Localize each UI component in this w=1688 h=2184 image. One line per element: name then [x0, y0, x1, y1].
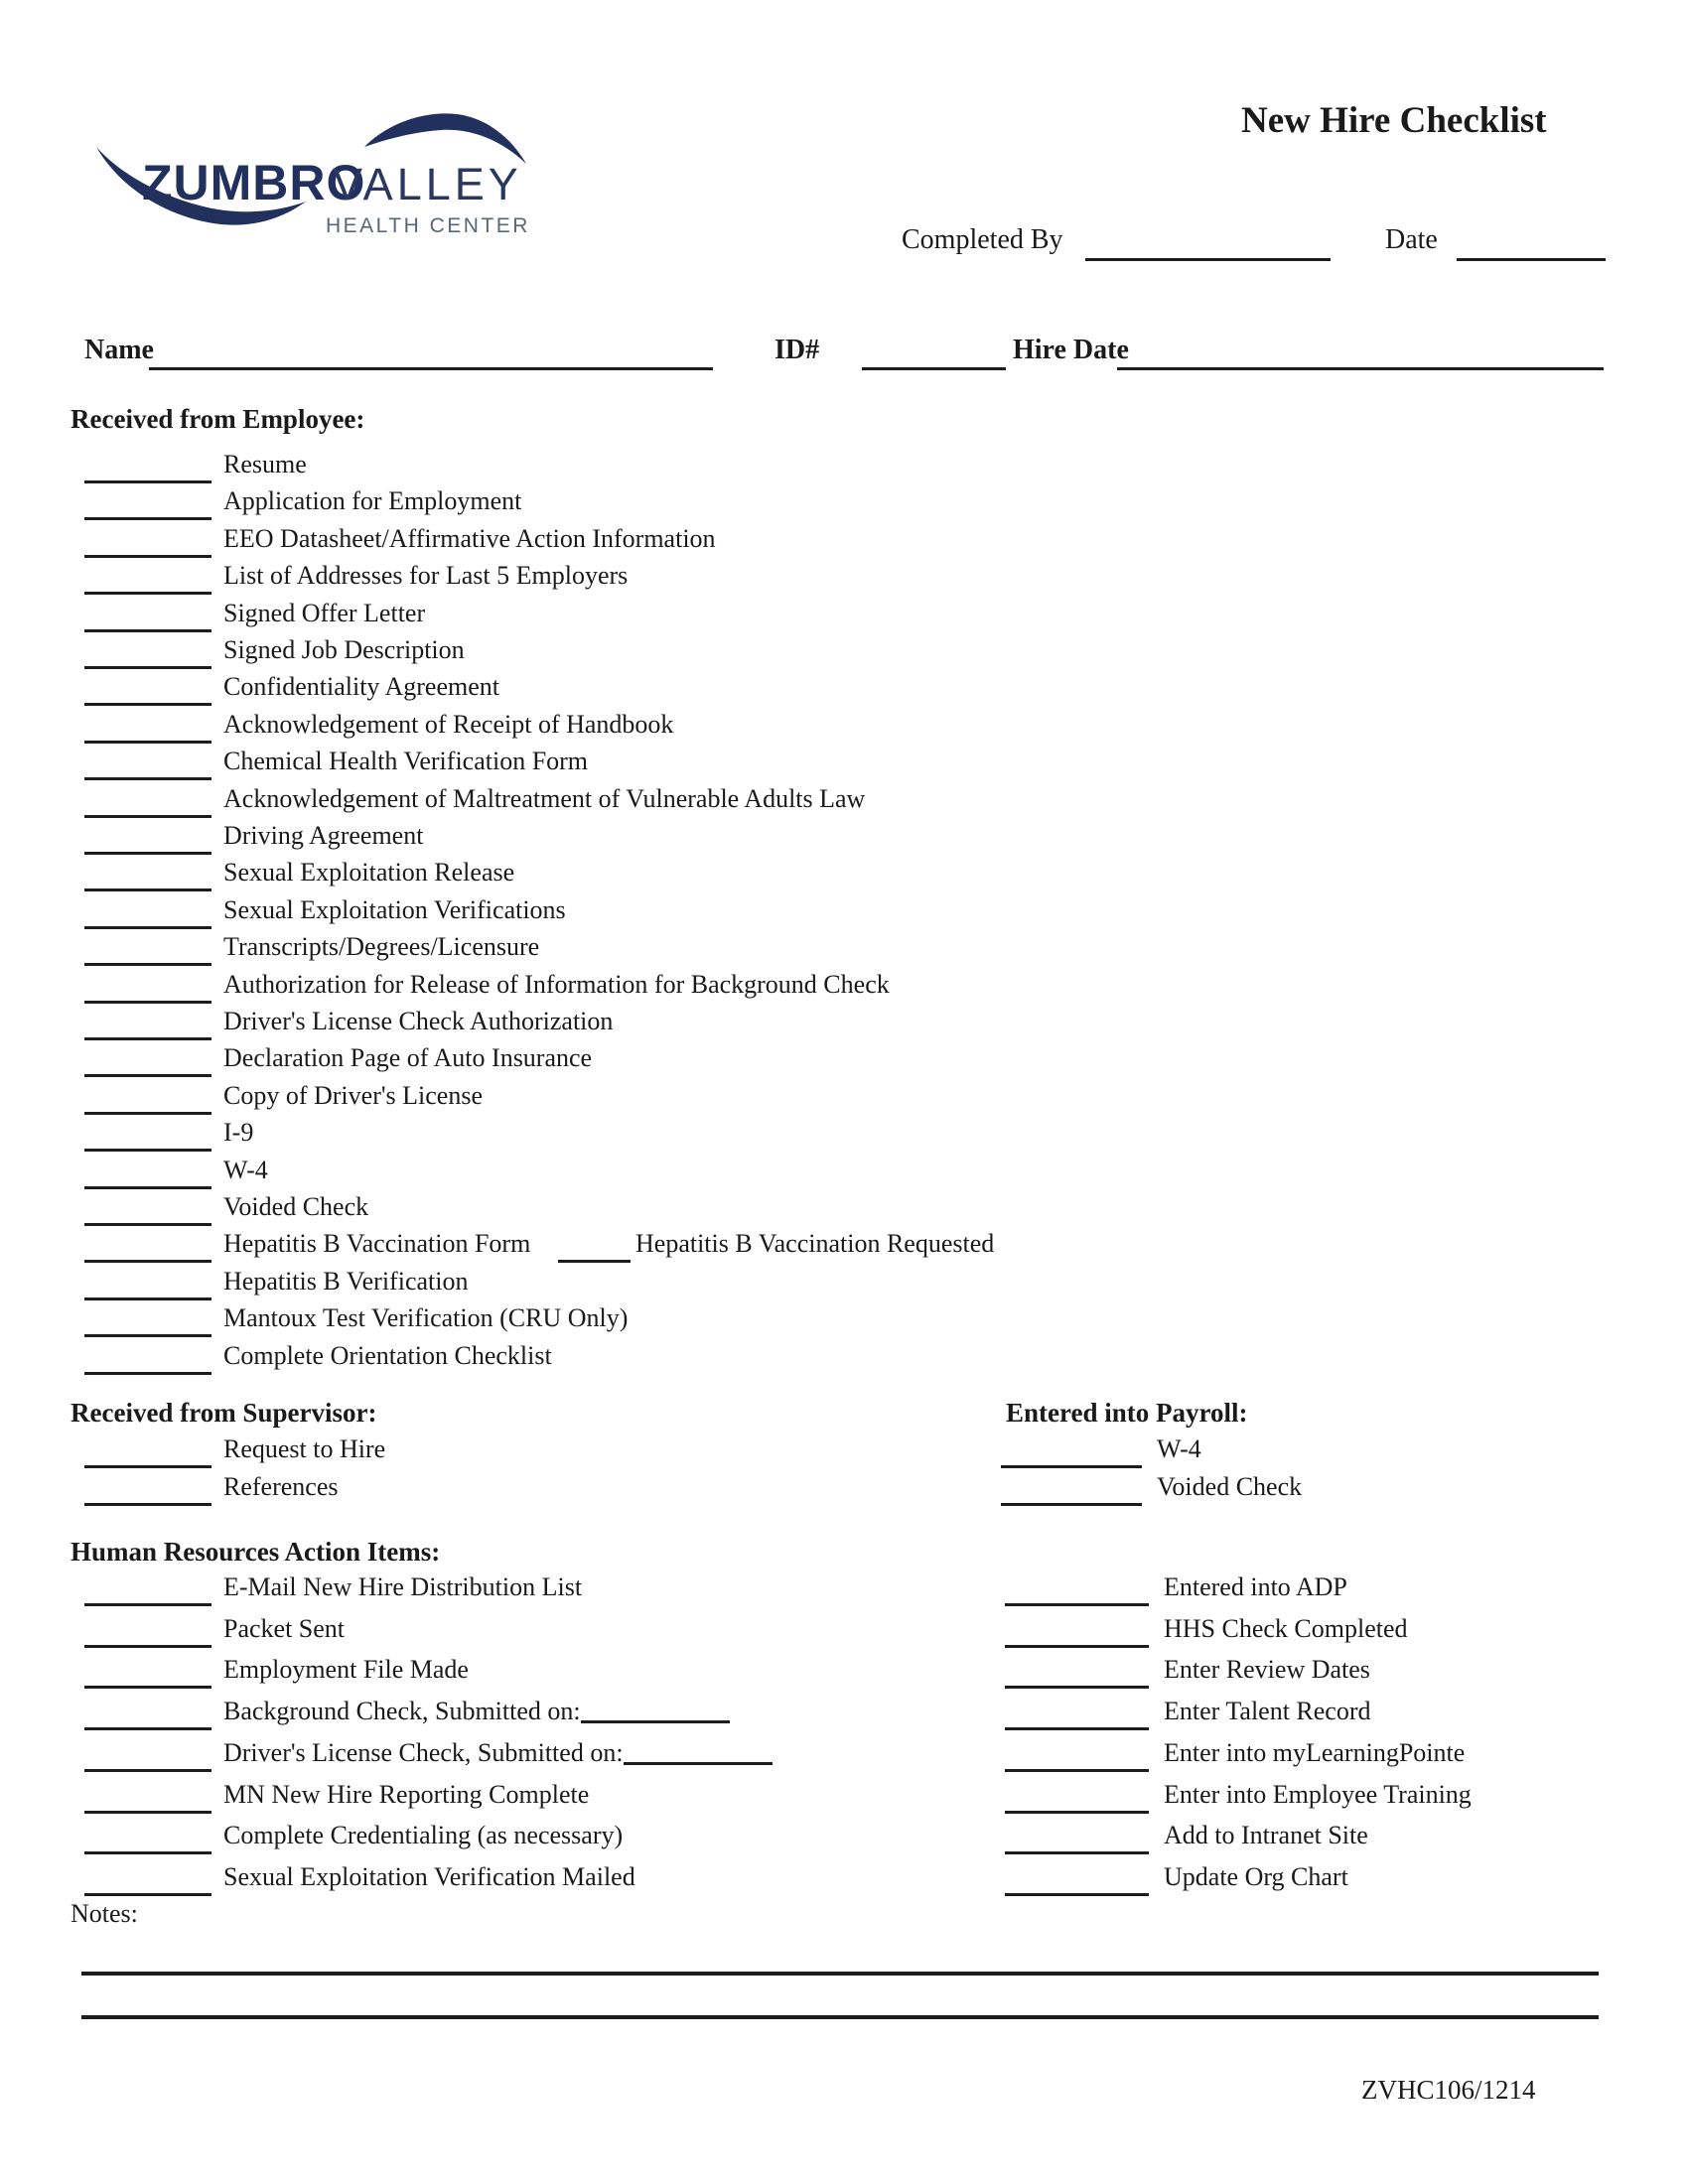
employee-item-label: Transcripts/Degrees/Licensure: [223, 932, 540, 961]
logo-name-bold: ZUMBRO: [142, 155, 366, 210]
hr-left-item-label: E-Mail New Hire Distribution List: [223, 1572, 583, 1601]
id-blank[interactable]: [862, 341, 1006, 370]
employee-item-label: Signed Offer Letter: [223, 599, 426, 627]
employee-item-label: Confidentiality Agreement: [223, 672, 499, 701]
employee-item-label: List of Addresses for Last 5 Employers: [223, 561, 629, 590]
hr-left-item-blank[interactable]: [84, 1826, 211, 1854]
hr-right-item-label: Enter into myLearningPointe: [1164, 1738, 1466, 1767]
employee-item-blank[interactable]: [84, 1012, 211, 1040]
employee-item-blank[interactable]: [84, 900, 211, 929]
employee-item-blank[interactable]: [84, 751, 211, 780]
employee-item-blank[interactable]: [84, 1086, 211, 1115]
hr-right-item-label: HHS Check Completed: [1164, 1614, 1408, 1643]
employee-item-label: Acknowledgement of Maltreatment of Vulnerable Adults Law: [223, 784, 866, 813]
employee-item-label: Copy of Driver's License: [223, 1081, 484, 1110]
hr-left-item-label: Packet Sent: [223, 1614, 346, 1643]
payroll-item-label: W-4: [1157, 1434, 1201, 1463]
section-heading-hr-action-items: Human Resources Action Items:: [70, 1537, 441, 1567]
employee-item-blank[interactable]: [84, 529, 211, 558]
employee-item-label: Sexual Exploitation Release: [223, 858, 515, 887]
employee-item-blank[interactable]: [84, 789, 211, 818]
payroll-item-blank[interactable]: [1001, 1439, 1142, 1468]
supervisor-item-label: References: [223, 1472, 339, 1501]
employee-item-label: Declaration Page of Auto Insurance: [223, 1043, 593, 1072]
supervisor-item-blank[interactable]: [84, 1477, 211, 1506]
zumbro-valley-logo: [84, 99, 531, 248]
hr-left-item-label: Complete Credentialing (as necessary): [223, 1821, 624, 1849]
name-blank[interactable]: [149, 341, 713, 370]
section-heading-entered-into-payroll: Entered into Payroll:: [1006, 1398, 1248, 1428]
date-label: Date: [1385, 224, 1438, 255]
hr-left-item-blank[interactable]: [84, 1743, 211, 1772]
hr-right-item-label: Update Org Chart: [1164, 1862, 1348, 1891]
employee-item-blank[interactable]: [84, 1197, 211, 1226]
employee-item-blank[interactable]: [84, 1160, 211, 1189]
notes-line-1[interactable]: [81, 1946, 1599, 1976]
footer-form-code: ZVHC106/1214: [1361, 2075, 1536, 2105]
employee-item-label: Driver's License Check Authorization: [223, 1007, 614, 1035]
logo-subtitle: HEALTH CENTER: [326, 214, 530, 237]
employee-item-blank[interactable]: [84, 826, 211, 855]
employee-item-label: Signed Job Description: [223, 635, 465, 664]
employee-item-blank[interactable]: [84, 455, 211, 483]
employee-item-blank[interactable]: [84, 1048, 211, 1077]
employee-item-blank[interactable]: [84, 1308, 211, 1337]
employee-item-blank[interactable]: [84, 1123, 211, 1152]
supervisor-item-blank[interactable]: [84, 1439, 211, 1468]
employee-item-label: Mantoux Test Verification (CRU Only): [223, 1303, 629, 1332]
hr-right-item-label: Entered into ADP: [1164, 1572, 1347, 1601]
logo-top-swoosh-icon: [364, 113, 526, 164]
hr-right-item-blank[interactable]: [1005, 1660, 1149, 1689]
notes-line-2[interactable]: [81, 1989, 1599, 2019]
payroll-item-label: Voided Check: [1157, 1472, 1303, 1501]
employee-item-label: EEO Datasheet/Affirmative Action Information: [223, 524, 716, 553]
hr-left-item-blank[interactable]: [84, 1867, 211, 1896]
employee-item-blank[interactable]: [84, 604, 211, 632]
submitted-on-blank[interactable]: [581, 1703, 730, 1723]
employee-item-blank[interactable]: [84, 566, 211, 595]
hr-right-item-label: Enter into Employee Training: [1164, 1780, 1472, 1809]
employee-item-label: Sexual Exploitation Verifications: [223, 895, 566, 924]
hr-left-item-blank[interactable]: [84, 1702, 211, 1730]
hr-right-item-label: Add to Intranet Site: [1164, 1821, 1368, 1849]
employee-item-blank[interactable]: [84, 863, 211, 891]
employee-item-blank[interactable]: [84, 640, 211, 669]
submitted-on-blank[interactable]: [624, 1744, 773, 1765]
employee-item-label: Hepatitis B Vaccination Form: [223, 1229, 531, 1258]
hr-left-item-label: MN New Hire Reporting Complete: [223, 1780, 590, 1809]
hire-date-blank[interactable]: [1117, 341, 1604, 370]
employee-item-label: W-4: [223, 1156, 268, 1184]
hr-left-item-blank[interactable]: [84, 1785, 211, 1814]
hr-left-item-label: Background Check, Submitted on:: [223, 1696, 730, 1726]
hr-left-item-label: Employment File Made: [223, 1655, 469, 1684]
section-heading-received-from-supervisor: Received from Supervisor:: [70, 1398, 377, 1428]
employee-item-blank[interactable]: [84, 715, 211, 744]
hr-left-item-blank[interactable]: [84, 1660, 211, 1689]
hr-left-item-blank[interactable]: [84, 1619, 211, 1648]
hire-date-label: Hire Date: [1013, 335, 1129, 365]
employee-item-blank[interactable]: [84, 1234, 211, 1263]
completed-by-label: Completed By: [902, 224, 1063, 255]
hr-right-item-blank[interactable]: [1005, 1826, 1149, 1854]
hr-right-item-blank[interactable]: [1005, 1867, 1149, 1896]
name-label: Name: [84, 335, 154, 365]
employee-item-label: Hepatitis B Verification: [223, 1267, 469, 1296]
hr-right-item-blank[interactable]: [1005, 1702, 1149, 1730]
hr-right-item-blank[interactable]: [1005, 1785, 1149, 1814]
hr-right-item-blank[interactable]: [1005, 1743, 1149, 1772]
employee-item-blank[interactable]: [84, 937, 211, 966]
hr-right-item-blank[interactable]: [1005, 1577, 1149, 1606]
employee-item-label: Driving Agreement: [223, 821, 424, 850]
hr-right-item-label: Enter Talent Record: [1164, 1697, 1371, 1725]
hr-right-item-label: Enter Review Dates: [1164, 1655, 1370, 1684]
notes-label: Notes:: [70, 1899, 138, 1928]
employee-item-label: Acknowledgement of Receipt of Handbook: [223, 710, 674, 739]
employee-item-label: Resume: [223, 450, 307, 478]
logo-name-light: VALLEY: [333, 159, 522, 209]
hr-left-item-blank[interactable]: [84, 1577, 211, 1606]
employee-item-label: I-9: [223, 1118, 254, 1147]
completed-by-blank[interactable]: [1085, 232, 1331, 261]
employee-item-label: Complete Orientation Checklist: [223, 1341, 552, 1370]
employee-item-blank[interactable]: [84, 491, 211, 520]
employee-item-blank[interactable]: [84, 975, 211, 1004]
hepatitis-requested-label: Hepatitis B Vaccination Requested: [635, 1229, 995, 1258]
section-heading-received-from-employee: Received from Employee:: [70, 404, 365, 434]
supervisor-item-label: Request to Hire: [223, 1434, 386, 1463]
hr-left-item-label: Sexual Exploitation Verification Mailed: [223, 1862, 635, 1891]
date-blank[interactable]: [1457, 232, 1606, 261]
page-title: New Hire Checklist: [1241, 100, 1547, 141]
hepatitis-requested-blank[interactable]: [558, 1234, 631, 1263]
employee-item-blank[interactable]: [84, 1346, 211, 1375]
hr-left-item-label: Driver's License Check, Submitted on:: [223, 1737, 773, 1768]
payroll-item-blank[interactable]: [1001, 1477, 1142, 1506]
employee-item-label: Authorization for Release of Information for Background Check: [223, 970, 890, 999]
employee-item-blank[interactable]: [84, 677, 211, 706]
employee-item-label: Voided Check: [223, 1192, 369, 1221]
id-label: ID#: [774, 335, 820, 365]
hr-right-item-blank[interactable]: [1005, 1619, 1149, 1648]
employee-item-label: Chemical Health Verification Form: [223, 747, 589, 775]
employee-item-blank[interactable]: [84, 1272, 211, 1300]
employee-item-label: Application for Employment: [223, 486, 522, 515]
